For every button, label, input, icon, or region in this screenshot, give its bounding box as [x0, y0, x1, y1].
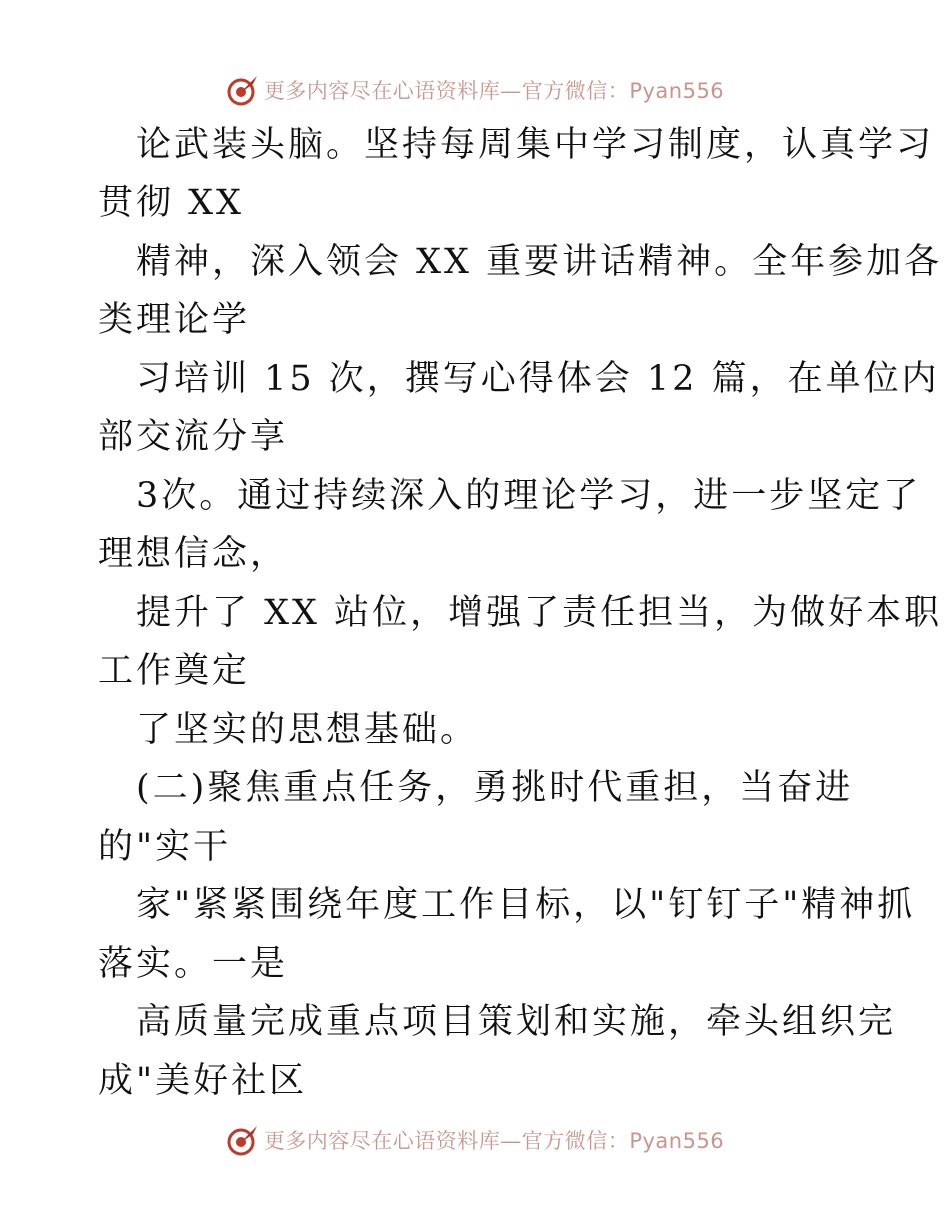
text-line: 家"紧紧围绕年度工作目标，以"钉钉子"精神抓: [136, 885, 916, 925]
text-line: 类理论学: [98, 300, 251, 340]
footer-watermark-banner: [0, 1120, 950, 1160]
text-line: 习培训 15 次，撰写心得体会 12 篇，在单位内: [136, 359, 940, 399]
header-watermark-banner: [0, 70, 950, 110]
text-line: 3次。通过持续深入的理论学习，进一步坚定了: [136, 476, 922, 516]
text-line: 精神，深入领会 XX 重要讲话精神。全年参加各: [136, 242, 943, 282]
text-line: 成"美好社区: [98, 1061, 308, 1101]
text-line: 落实。一是: [98, 944, 289, 984]
footer-banner-text: 更多内容尽在心语资料库—官方微信：: [263, 1129, 630, 1153]
text-line: 理想信念，: [98, 534, 289, 574]
quill-logo-icon: [226, 1123, 260, 1157]
text-line: 的"实干: [98, 827, 232, 867]
header-banner-text: 更多内容尽在心语资料库—官方微信：: [263, 79, 630, 103]
text-line: 部交流分享: [98, 417, 289, 457]
quill-logo-icon: [226, 73, 260, 107]
text-line: 论武装头脑。坚持每周集中学习制度，认真学习: [136, 125, 935, 165]
text-line: 提升了 XX 站位，增强了责任担当，为做好本职: [136, 593, 943, 633]
text-line: 工作奠定: [98, 651, 251, 691]
text-line: 贯彻 XX: [98, 183, 244, 223]
text-line: (二)聚焦重点任务，勇挑时代重担，当奋进: [136, 768, 854, 808]
header-banner-wechat-id: Pyan556: [629, 79, 725, 103]
text-line: 了坚实的思想基础。: [136, 710, 479, 750]
text-line: 高质量完成重点项目策划和实施，牵头组织完: [136, 1002, 897, 1042]
footer-banner-wechat-id: Pyan556: [629, 1129, 725, 1153]
